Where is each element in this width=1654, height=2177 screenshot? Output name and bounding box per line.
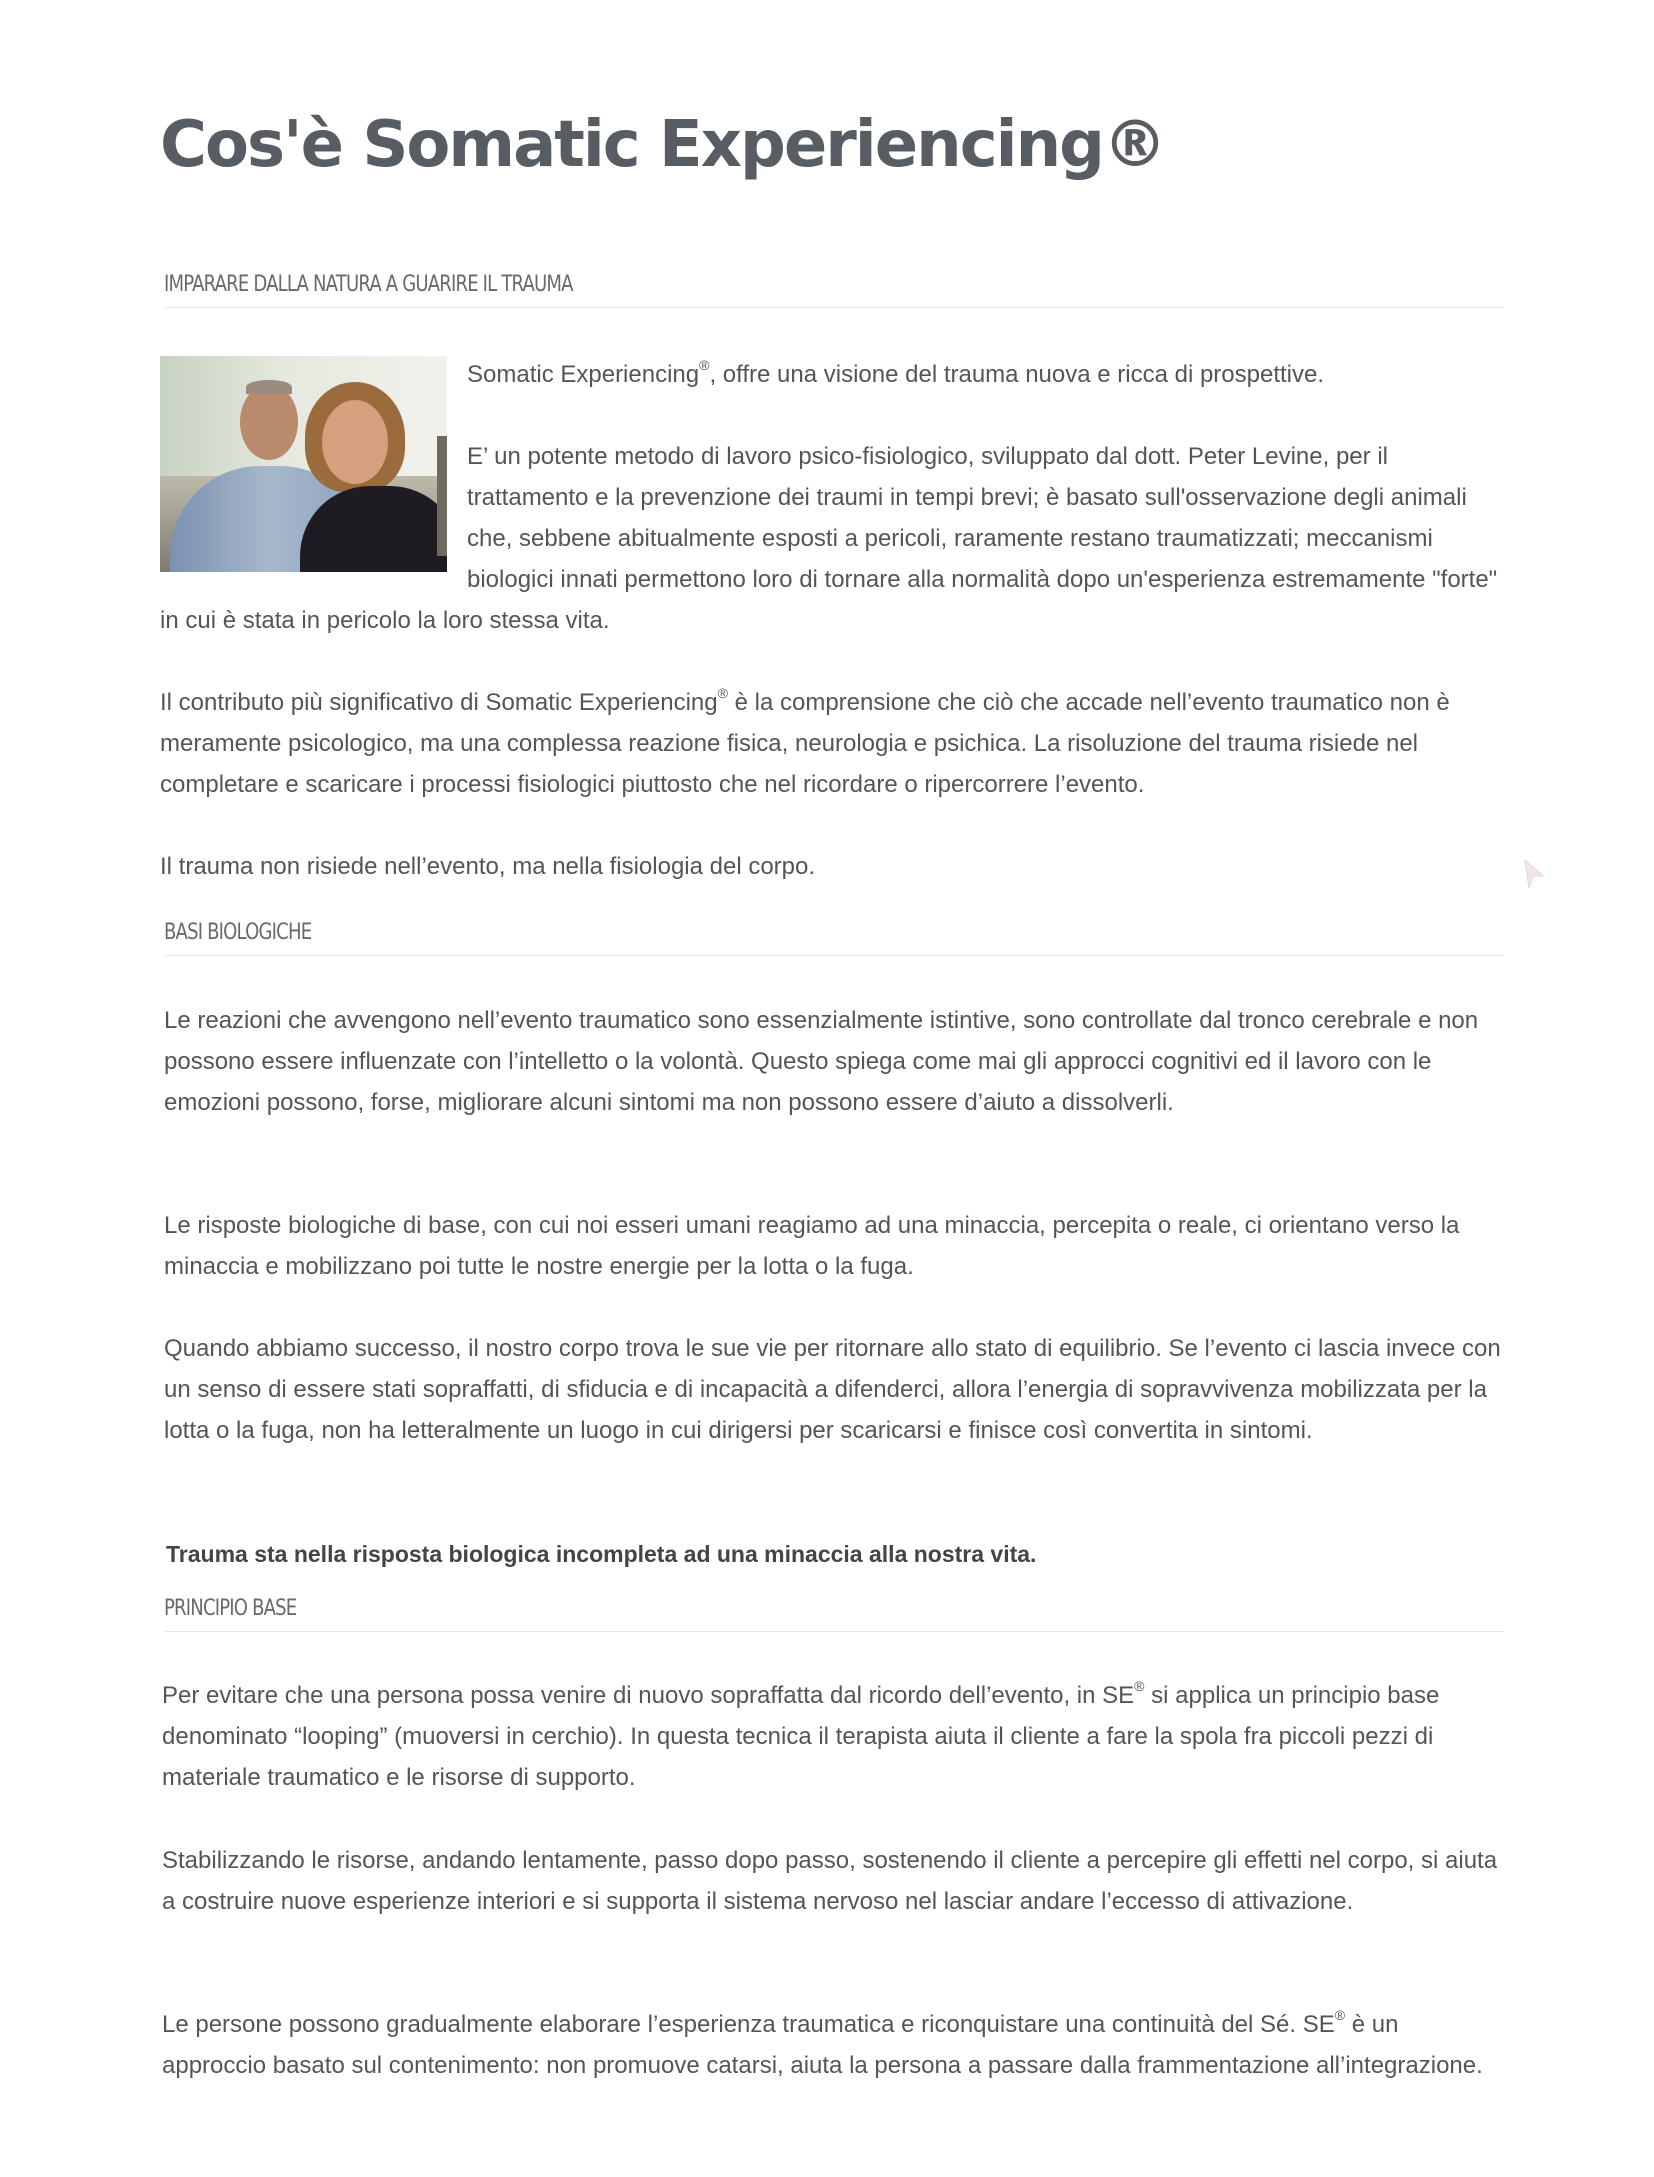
paragraph: Per evitare che una persona possa venire di nuovo sopraffatta dal ricordo dell’evento, in SE® si applica un principio base denominato “looping” (muoversi in cerchio). In questa tecnica il terapista aiuta il cliente a fare la spola fra piccoli pezzi di materiale traumatico e le risorse di supporto. <box>162 1678 1440 1791</box>
portrait-photo <box>160 356 447 572</box>
section-heading-principio-base: PRINCIPIO BASE <box>164 1596 1504 1632</box>
paragraph: Quando abbiamo successo, il nostro corpo trova le sue vie per ritornare allo stato di equilibrio. Se l’evento ci lascia invece con un senso di essere stati sopraffatti, di sfiducia e di incapacità a difenderci, allora l’energia di sopravvivenza mobilizzata per la lotta o la fuga, non ha letteralmente un luogo in cui dirigersi per scaricarsi e finisce così convertita in sintomi. <box>164 1335 1501 1444</box>
section-heading-basi-biologiche: BASI BIOLOGICHE <box>164 920 1504 956</box>
paragraph: Somatic Experiencing®, offre una visione del trauma nuova e ricca di prospettive. <box>467 357 1325 388</box>
paragraph: Il contributo più significativo di Somatic Experiencing® è la comprensione che ciò che accade nell’evento traumatico non è meramente psicologico, ma una complessa reazione fisica, neurologia e psichica. La risoluzione del trauma risiede nel completare e scaricare i processi fisiologici piuttosto che nel ricordare o ripercorrere l’evento. <box>160 685 1450 798</box>
section-heading-trauma: IMPARARE DALLA NATURA A GUARIRE IL TRAUMA <box>164 272 1504 308</box>
cursor-arrow-icon <box>1523 858 1545 890</box>
paragraph: Le risposte biologiche di base, con cui noi esseri umani reagiamo ad una minaccia, percepita o reale, ci orientano verso la minaccia e mobilizzano poi tutte le nostre energie per la lotta o la fuga. <box>164 1212 1460 1280</box>
key-statement: Trauma sta nella risposta biologica incompleta ad una minaccia alla nostra vita. <box>166 1541 1037 1567</box>
paragraph: E’ un potente metodo di lavoro psico-fisiologico, sviluppato dal dott. Peter Levine, per il trattamento e la prevenzione dei traumi in tempi brevi; è basato sull'osservazione degli animali che, sebbene abitualmente esposti a pericoli, raramente restano traumatizzati; meccanismi biologici innati permettono loro di tornare alla normalità dopo un'esperienza estremamente "forte" in cui è stata in pericolo la loro stessa vita. <box>160 443 1498 634</box>
paragraph: Stabilizzando le risorse, andando lentamente, passo dopo passo, sostenendo il cliente a percepire gli effetti nel corpo, si aiuta a costruire nuove esperienze interiori e si supporta il sistema nervoso nel lasciar andare l’eccesso di attivazione. <box>162 1847 1498 1915</box>
paragraph: Le persone possono gradualmente elaborare l’esperienza traumatica e riconquistare una continuità del Sé. SE® è un approccio basato sul contenimento: non promuove catarsi, aiuta la persona a passare dalla frammentazione all’integrazione. <box>162 2007 1483 2079</box>
paragraph: Il trauma non risiede nell’evento, ma nella fisiologia del corpo. <box>160 853 816 880</box>
page-title: Cos'è Somatic Experiencing® <box>160 108 1165 182</box>
paragraph: Le reazioni che avvengono nell’evento traumatico sono essenzialmente istintive, sono controllate dal tronco cerebrale e non possono essere influenzate con l’intelletto o la volontà. Questo spiega come mai gli approcci cognitivi ed il lavoro con le emozioni possono, forse, migliorare alcuni sintomi ma non possono essere d’aiuto a dissolverli. <box>164 1007 1479 1116</box>
intro-block <box>160 354 1505 641</box>
